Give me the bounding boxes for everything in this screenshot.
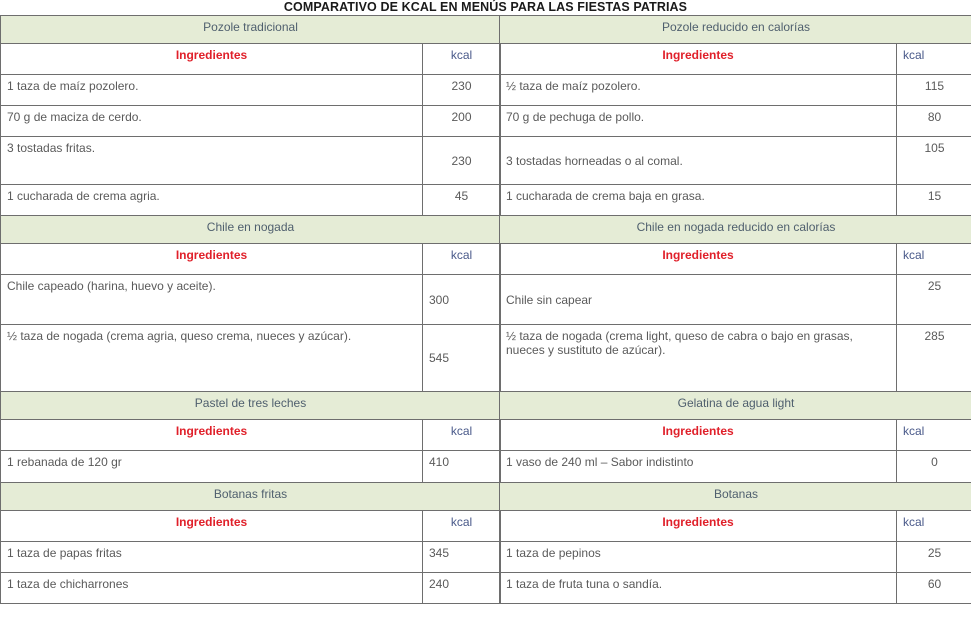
section-title: Gelatina de agua light bbox=[500, 392, 971, 420]
column-header-row bbox=[1, 44, 501, 75]
table-row bbox=[500, 573, 971, 604]
kcal-header: kcal bbox=[423, 511, 501, 542]
column-header-row bbox=[500, 44, 971, 75]
kcal-cell: 45 bbox=[423, 185, 501, 216]
ingredients-header: Ingredientes bbox=[500, 420, 897, 451]
ingredient-cell: 1 cucharada de crema baja en grasa. bbox=[500, 185, 897, 216]
ingredients-header: Ingredientes bbox=[500, 511, 897, 542]
ingredient-cell: 70 g de maciza de cerdo. bbox=[1, 106, 423, 137]
ingredients-header: Ingredientes bbox=[1, 244, 423, 275]
ingredient-cell: 1 taza de fruta tuna o sandía. bbox=[500, 573, 897, 604]
ingredients-header: Ingredientes bbox=[1, 420, 423, 451]
kcal-cell: 25 bbox=[897, 275, 971, 325]
ingredient-cell: ½ taza de maíz pozolero. bbox=[500, 75, 897, 106]
table-row bbox=[500, 275, 971, 325]
kcal-cell: 200 bbox=[423, 106, 501, 137]
column-header-row bbox=[1, 511, 501, 542]
section-header-row bbox=[1, 16, 501, 44]
kcal-cell: 105 bbox=[897, 137, 971, 185]
kcal-cell: 0 bbox=[897, 451, 971, 483]
column-header-row bbox=[1, 244, 501, 275]
ingredient-cell: ½ taza de nogada (crema light, queso de cabra o bajo en grasas, nueces y sustituto de azúcar). bbox=[500, 325, 897, 392]
table-row bbox=[500, 137, 971, 185]
table-row bbox=[500, 75, 971, 106]
table-row bbox=[1, 325, 501, 392]
kcal-cell: 300 bbox=[423, 275, 501, 325]
kcal-cell: 230 bbox=[423, 75, 501, 106]
ingredient-cell: 3 tostadas horneadas o al comal. bbox=[500, 137, 897, 185]
table-row bbox=[1, 137, 501, 185]
ingredient-cell: 1 cucharada de crema agria. bbox=[1, 185, 423, 216]
section-header-row bbox=[500, 483, 971, 511]
kcal-cell: 285 bbox=[897, 325, 971, 392]
ingredient-cell: 1 vaso de 240 ml – Sabor indistinto bbox=[500, 451, 897, 483]
kcal-header: kcal bbox=[897, 511, 971, 542]
section-header-row bbox=[500, 216, 971, 244]
ingredient-cell: 1 rebanada de 120 gr bbox=[1, 451, 423, 483]
section-title: Chile en nogada reducido en calorías bbox=[500, 216, 971, 244]
ingredient-cell: 1 taza de papas fritas bbox=[1, 542, 423, 573]
page-title: COMPARATIVO DE KCAL EN MENÚS PARA LAS FIESTAS PATRIAS bbox=[283, 0, 688, 14]
ingredients-header: Ingredientes bbox=[500, 244, 897, 275]
column-header-row bbox=[1, 420, 501, 451]
table-row bbox=[1, 573, 501, 604]
table-row bbox=[1, 275, 501, 325]
kcal-cell: 230 bbox=[423, 137, 501, 185]
table-row bbox=[500, 451, 971, 483]
table-row bbox=[500, 542, 971, 573]
section-header-row bbox=[1, 216, 501, 244]
ingredients-header: Ingredientes bbox=[1, 44, 423, 75]
kcal-header: kcal bbox=[897, 244, 971, 275]
kcal-cell: 60 bbox=[897, 573, 971, 604]
section-header-row bbox=[1, 392, 501, 420]
table-row bbox=[500, 325, 971, 392]
table-row bbox=[1, 106, 501, 137]
section-title: Pozole tradicional bbox=[1, 16, 501, 44]
column-header-row bbox=[500, 244, 971, 275]
section-header-row bbox=[500, 392, 971, 420]
kcal-header: kcal bbox=[423, 44, 501, 75]
table-row bbox=[1, 185, 501, 216]
ingredient-cell: Chile capeado (harina, huevo y aceite). bbox=[1, 275, 423, 325]
table-row bbox=[1, 75, 501, 106]
section-title: Botanas bbox=[500, 483, 971, 511]
table-row bbox=[500, 106, 971, 137]
kcal-cell: 240 bbox=[423, 573, 501, 604]
kcal-cell: 345 bbox=[423, 542, 501, 573]
kcal-cell: 545 bbox=[423, 325, 501, 392]
section-header-row bbox=[500, 16, 971, 44]
table-row bbox=[1, 542, 501, 573]
ingredient-cell: ½ taza de nogada (crema agria, queso crema, nueces y azúcar). bbox=[1, 325, 423, 392]
kcal-cell: 115 bbox=[897, 75, 971, 106]
kcal-cell: 410 bbox=[423, 451, 501, 483]
section-title: Chile en nogada bbox=[1, 216, 501, 244]
kcal-cell: 80 bbox=[897, 106, 971, 137]
kcal-cell: 25 bbox=[897, 542, 971, 573]
traditional-menu-table bbox=[0, 15, 501, 604]
kcal-header: kcal bbox=[423, 420, 501, 451]
ingredients-header: Ingredientes bbox=[500, 44, 897, 75]
section-title: Pozole reducido en calorías bbox=[500, 16, 971, 44]
column-header-row bbox=[500, 511, 971, 542]
section-header-row bbox=[1, 483, 501, 511]
kcal-header: kcal bbox=[897, 420, 971, 451]
table-row bbox=[500, 185, 971, 216]
column-header-row bbox=[500, 420, 971, 451]
ingredient-cell: 1 taza de maíz pozolero. bbox=[1, 75, 423, 106]
ingredient-cell: 3 tostadas fritas. bbox=[1, 137, 423, 185]
ingredients-header: Ingredientes bbox=[1, 511, 423, 542]
kcal-cell: 15 bbox=[897, 185, 971, 216]
ingredient-cell: Chile sin capear bbox=[500, 275, 897, 325]
kcal-header: kcal bbox=[897, 44, 971, 75]
ingredient-cell: 1 taza de pepinos bbox=[500, 542, 897, 573]
section-title: Pastel de tres leches bbox=[1, 392, 501, 420]
ingredient-cell: 70 g de pechuga de pollo. bbox=[500, 106, 897, 137]
ingredient-cell: 1 taza de chicharrones bbox=[1, 573, 423, 604]
table-row bbox=[1, 451, 501, 483]
section-title: Botanas fritas bbox=[1, 483, 501, 511]
kcal-header: kcal bbox=[423, 244, 501, 275]
reduced-calorie-menu-table bbox=[499, 15, 971, 604]
